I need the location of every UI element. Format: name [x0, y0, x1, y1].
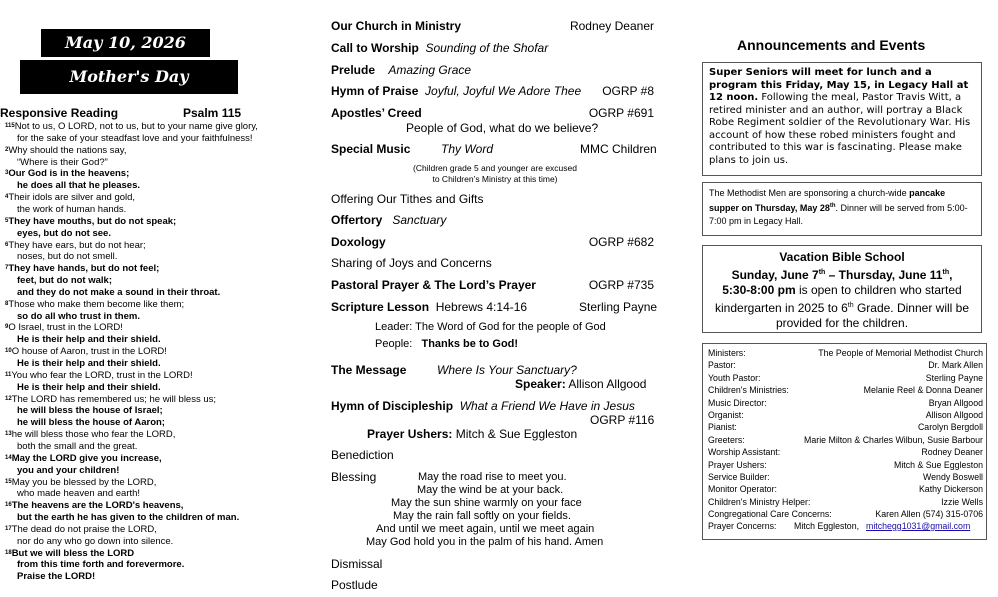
staff-role: Prayer Ushers:: [708, 459, 767, 470]
hymn-praise-number: OGRP #8: [602, 84, 654, 98]
staff-name: Allison Allgood: [925, 410, 983, 420]
postlude: Postlude: [331, 578, 378, 592]
verse-number: 17: [5, 525, 12, 532]
verse-line: [5, 263, 159, 275]
verse-line: [17, 536, 173, 548]
verse-number: 4: [5, 194, 9, 201]
call-piece: Sounding of the Shofar: [425, 41, 549, 55]
verse-number: 13: [5, 431, 12, 438]
ministry-row: [331, 19, 654, 33]
staff-role: Greeters:: [708, 434, 745, 445]
blessing-line: May the road rise to meet you.: [418, 471, 567, 483]
the-message: [331, 363, 577, 377]
verse-number: 16: [5, 502, 12, 509]
message-name: Where Is Your Sanctuary?: [437, 363, 577, 377]
verse-text: he will bless the house of Aaron;: [17, 417, 165, 429]
verse-text: They have mouths, but do not speak;: [8, 215, 177, 227]
ministry-leader: Rodney Deaner: [569, 19, 654, 33]
verse-text: but the earth he has given to the children of man.: [17, 512, 240, 524]
special-music: [331, 142, 657, 156]
staff-role: Ministers:: [708, 348, 746, 358]
verse-text: Not to us, O LORD, not to us, but to your name give glory,: [14, 121, 258, 132]
verse-number: 18: [5, 549, 12, 556]
staff-role: Monitor Operator:: [708, 484, 777, 495]
prayer-concerns-name: Mitch Eggleston,: [794, 521, 860, 531]
doxology: [331, 235, 654, 249]
verse-line: [17, 559, 184, 571]
pastoral-prayer: [331, 278, 654, 292]
prayer-title: Pastoral Prayer & The Lord’s Prayer: [331, 278, 536, 292]
verse-line: [17, 382, 161, 394]
verse-line: [17, 275, 112, 287]
staff-role: Children's Ministries:: [708, 385, 789, 396]
verse-number: 5: [5, 217, 9, 224]
verse-line: [17, 571, 95, 583]
staff-role: Pastor:: [708, 360, 736, 371]
blessing-line: May the rain fall softly on your fields.: [393, 510, 571, 522]
verse-text: he will bless the house of Israel;: [17, 405, 163, 417]
verse-number: 3: [5, 170, 9, 177]
prelude: [331, 63, 471, 77]
apostles-creed: [331, 106, 654, 120]
verse-line: [17, 405, 163, 417]
verse-line: [5, 299, 184, 311]
message-speaker: [515, 377, 646, 391]
message-title: The Message: [331, 363, 407, 377]
offertory-title: Offertory: [331, 213, 383, 227]
staff-row: [708, 397, 983, 409]
staff-name: Kathy Dickerson: [918, 484, 983, 495]
hymn-praise-title: Hymn of Praise: [331, 84, 419, 98]
prayer-concerns-row: [708, 520, 983, 532]
verse-number: 9: [5, 324, 9, 331]
special-piece: Thy Word: [441, 142, 494, 156]
staff-role: Worship Assistant:: [708, 447, 781, 458]
scripture-leader: Leader: The Word of God for the people of God: [375, 321, 606, 333]
hymn-praise-name: Joyful, Joyful We Adore Thee: [425, 84, 582, 98]
verse-line: [17, 204, 126, 216]
staff-row: [708, 359, 983, 371]
verse-line: [5, 192, 135, 204]
blessing-line: And until we meet again, until we meet again: [376, 523, 595, 535]
date-banner: May 10, 2026: [41, 29, 210, 57]
staff-row: [708, 471, 983, 483]
verse-text: Those who make them become like them;: [8, 298, 185, 310]
speaker-label: Speaker:: [515, 377, 566, 391]
people-response: Thanks be to God!: [421, 338, 519, 350]
verse-text: Their idols are silver and gold,: [8, 192, 136, 204]
scripture-people: [375, 338, 518, 350]
verse-text: who made heaven and earth!: [17, 488, 141, 500]
verse-line: [17, 417, 165, 429]
scripture-title: Scripture Lesson: [331, 300, 430, 314]
staff-name: Rodney Deaner: [921, 447, 983, 458]
verse-number: 7: [5, 265, 9, 272]
verse-number: 15: [5, 478, 12, 485]
verse-line: [17, 287, 220, 299]
verse-line: [5, 394, 216, 406]
verse-number: 8: [5, 300, 9, 307]
vbs-grades: kindergarten in 2025 to 6th Grade. Dinner will be: [715, 301, 969, 315]
verse-text: O house of Aaron, trust in the LORD!: [11, 346, 167, 358]
sharing: Sharing of Joys and Concerns: [331, 256, 492, 270]
prayer-concerns-email[interactable]: mitchegg1031@gmail.com: [866, 521, 971, 531]
verse-text: the work of human hands.: [17, 203, 127, 215]
occasion-banner: Mother's Day: [20, 60, 238, 94]
verse-text: he does all that he pleases.: [17, 180, 141, 192]
verse-line: [5, 346, 167, 358]
hymn-disc-name: What a Friend We Have in Jesus: [459, 399, 635, 413]
verse-text: nor do any who go down into silence.: [17, 535, 174, 547]
staff-row: [708, 434, 983, 446]
staff-name: Carolyn Bergdoll: [917, 422, 983, 433]
staff-name: Bryan Allgood: [928, 397, 983, 408]
verse-text: feet, but do not walk;: [17, 275, 112, 287]
verse-text: and they do not make a sound in their throat.: [17, 286, 221, 298]
men-text-2: . Dinner will be served from 5:00-7:00 pm in Legacy Hall.: [709, 203, 968, 226]
children-note-2: to Children’s Ministry at this time): [432, 174, 558, 184]
verse-number: 11: [5, 371, 12, 378]
verse-line: [5, 145, 126, 157]
staff-role: Children's Ministry Helper:: [708, 496, 811, 507]
verse-number: 115: [5, 123, 15, 129]
verse-text: They have hands, but do not feel;: [8, 263, 160, 275]
vbs-dinner: provided for the children.: [775, 316, 909, 330]
offertory: [331, 213, 446, 227]
verse-line: [17, 488, 140, 500]
verse-line: [5, 524, 157, 536]
staff-row: [708, 459, 983, 471]
verse-line: [5, 500, 183, 512]
special-performer: MMC Children: [580, 142, 657, 156]
verse-line: [5, 216, 176, 228]
staff-row: [708, 384, 983, 396]
staff-name: Karen Allen (574) 315-0706: [875, 509, 983, 520]
men-highlight: pancake supper on Thursday, May 28: [709, 188, 946, 213]
verse-text: Our God is in the heavens;: [8, 168, 130, 180]
staff-role: Congregational Care Concerns:: [708, 509, 832, 520]
prelude-piece: Amazing Grace: [388, 63, 472, 77]
scripture-reader: Sterling Payne: [579, 300, 658, 314]
verse-text: from this time forth and forevermore.: [17, 559, 185, 571]
speaker-name: Allison Allgood: [568, 377, 647, 391]
staff-name: Melanie Reel & Donna Deaner: [863, 385, 983, 396]
verse-line: [5, 121, 258, 133]
staff-role: Service Builder:: [708, 472, 770, 482]
verse-text: May the LORD give you increase,: [11, 452, 162, 464]
vbs-dates: Sunday, June 7th – Thursday, June 11th,: [731, 268, 953, 282]
verse-line: [5, 429, 175, 441]
staff-name: Dr. Mark Allen: [928, 360, 983, 371]
verse-line: [17, 334, 161, 346]
ministry-title: Our Church in Ministry: [331, 19, 462, 33]
verse-text: Why should the nations say,: [8, 144, 127, 156]
verse-text: But we will bless the LORD: [11, 547, 135, 559]
creed-number: OGRP #691: [588, 106, 654, 120]
staff-role: Music Director:: [708, 397, 767, 408]
verse-number: 6: [5, 241, 9, 248]
vbs-box: [702, 245, 982, 333]
verse-text: both the small and the great.: [17, 440, 138, 452]
verse-text: May you be blessed by the LORD,: [11, 476, 157, 488]
staff-row: [708, 496, 983, 508]
verse-text: eyes, but do not see.: [17, 227, 111, 239]
verse-text: for the sake of your steadfast love and your faithfulness!: [17, 132, 253, 144]
verse-text: He is their help and their shield.: [17, 381, 161, 393]
staff-row: [708, 372, 983, 384]
hymn-disc-title: Hymn of Discipleship: [331, 399, 454, 413]
seniors-details: Following the meal, Pastor Travis Witt, a retired minister and an author, will portray a Black Robe Regiment soldier of the Revolutionary War. His account of how these robed ministers fought and contributed to this war is fascinating. Please make plans to join us.: [709, 92, 971, 166]
verse-line: [17, 180, 140, 192]
ushers-label: Prayer Ushers:: [367, 427, 453, 441]
verse-text: he will bless those who fear the LORD,: [11, 429, 176, 441]
seniors-headline: Super Seniors will meet for lunch and a program this Friday, May 15, in Legacy Hall at 12 noon.: [709, 67, 969, 103]
staff-row: [708, 409, 983, 421]
prayer-ushers: [367, 427, 577, 441]
verse-line: [17, 311, 140, 323]
verse-text: The LORD has remembered us; he will bless us;: [11, 393, 217, 405]
dismissal: Dismissal: [331, 557, 383, 571]
special-title: Special Music: [331, 142, 411, 156]
methodist-men-box: [702, 182, 982, 236]
staff-name: Sterling Payne: [925, 372, 983, 383]
hymn-disc-number: OGRP #116: [590, 413, 655, 427]
staff-name: Marie Milton & Charles Wilbun, Susie Barbour: [804, 434, 983, 445]
verse-number: 2: [5, 146, 9, 153]
call-title: Call to Worship: [331, 41, 419, 55]
announcements-title: Announcements and Events: [737, 37, 926, 53]
verse-line: [17, 157, 108, 169]
verse-line: [5, 370, 193, 382]
men-sup: th: [829, 203, 836, 209]
verse-text: so do all who trust in them.: [17, 310, 140, 322]
verse-text: They have ears, but do not hear;: [8, 239, 146, 251]
verse-line: [17, 465, 119, 477]
verse-line: [17, 251, 117, 263]
verse-line: [5, 453, 162, 465]
verse-text: The heavens are the LORD's heavens,: [11, 500, 184, 512]
verse-line: [5, 477, 156, 489]
staff-name: The People of Memorial Methodist Church: [818, 348, 983, 358]
benediction: Benediction: [331, 448, 394, 462]
creed-prompt: People of God, what do we believe?: [406, 121, 599, 135]
doxology-title: Doxology: [331, 235, 386, 249]
blessing-title: Blessing: [331, 470, 377, 484]
verse-line: [17, 512, 239, 524]
staff-row: [708, 508, 983, 520]
verse-line: [5, 548, 134, 560]
creed-title: Apostles’ Creed: [331, 106, 422, 120]
hymn-of-discipleship: [331, 399, 635, 413]
verse-number: 12: [5, 395, 12, 402]
staff-row: [708, 483, 983, 495]
verse-line: [17, 228, 111, 240]
verse-line: [17, 441, 137, 453]
staff-role: Youth Pastor:: [708, 372, 761, 383]
reading-title: Responsive Reading: [0, 106, 119, 120]
super-seniors-box: [702, 62, 982, 176]
verse-line: [5, 240, 146, 252]
verse-line: [17, 133, 253, 145]
verse-line: [17, 358, 161, 370]
verse-text: The dead do not praise the LORD,: [11, 523, 157, 535]
verse-text: He is their help and their shield.: [17, 334, 161, 346]
doxology-number: OGRP #682: [588, 235, 654, 249]
blessing-line: May God hold you in the palm of his hand. Amen: [366, 536, 604, 548]
prayer-number: OGRP #735: [588, 278, 654, 292]
staff-row: [708, 347, 983, 359]
scripture-ref: Hebrews 4:14-16: [435, 300, 528, 314]
hymn-of-praise: [331, 84, 654, 98]
verse-number: 10: [5, 348, 12, 355]
blessing-line: May the wind be at your back.: [417, 484, 564, 496]
verse-line: [5, 168, 129, 180]
verse-text: He is their help and their shield.: [17, 358, 161, 369]
offertory-piece: Sanctuary: [392, 213, 447, 227]
call-to-worship: [331, 41, 548, 55]
vbs-time: 5:30-8:00 pm is open to children who started: [722, 283, 962, 297]
vbs-title: Vacation Bible School: [779, 250, 905, 264]
offering: Offering Our Tithes and Gifts: [331, 192, 484, 206]
verse-number: 14: [5, 454, 12, 461]
men-text-1: The Methodist Men are sponsoring a church-wide: [709, 188, 907, 198]
ushers-names: Mitch & Sue Eggleston: [455, 427, 578, 441]
staff-name: Izzie Wells: [941, 496, 983, 507]
staff-role: Pianist:: [708, 422, 737, 433]
staff-name: Wendy Boswell: [923, 472, 983, 482]
staff-row: [708, 446, 983, 458]
staff-name: Mitch & Sue Eggleston: [894, 459, 983, 470]
scripture-lesson: [331, 300, 658, 314]
staff-role: Organist:: [708, 410, 744, 420]
blessing-line: May the sun shine warmly on your face: [391, 497, 582, 509]
verse-text: Praise the LORD!: [17, 571, 96, 583]
verse-text: “Where is their God?”: [17, 156, 108, 168]
children-note-1: (Children grade 5 and younger are excused: [413, 163, 577, 173]
prelude-title: Prelude: [331, 63, 376, 77]
verse-text: noses, but do not smell.: [17, 251, 118, 263]
reading-reference: Psalm 115: [183, 106, 242, 120]
verse-line: [5, 322, 123, 334]
verse-text: O Israel, trust in the LORD!: [8, 322, 123, 334]
verse-text: You who fear the LORD, trust in the LORD!: [11, 369, 193, 381]
verse-text: you and your children!: [17, 464, 120, 476]
staff-row: [708, 421, 983, 433]
prayer-concerns-role: Prayer Concerns:: [708, 521, 777, 531]
people-label: People:: [375, 338, 413, 350]
